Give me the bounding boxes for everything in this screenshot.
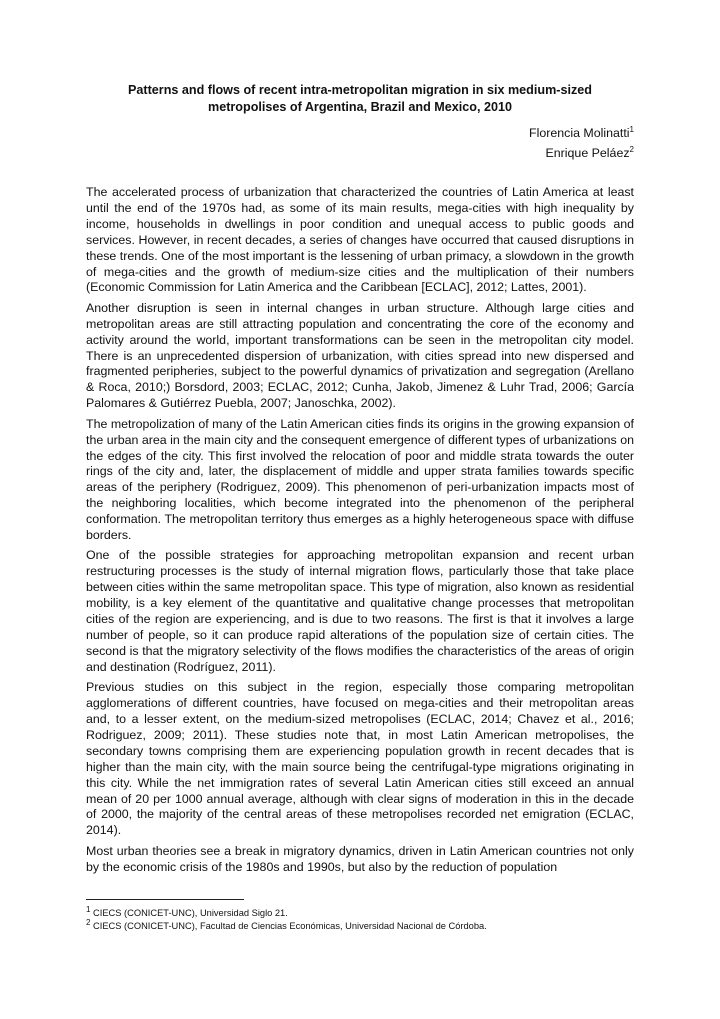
footnote-marker[interactable]: 1 [629, 124, 634, 134]
author-2 [86, 143, 634, 163]
footnote-2 [86, 917, 634, 933]
footnotes [86, 904, 634, 933]
footnote-number: 2 [86, 917, 91, 927]
author-1 [86, 123, 634, 143]
footnote-marker[interactable]: 2 [629, 144, 634, 154]
paragraph: The metropolization of many of the Latin American cities finds its origins in the growing expansion of the urban area in the main city and the consequent emergence of different types of urbanizations on the edges of the city. This first involved the relocation of poor and middle strata towards the outer rings of the city and, later, the displacement of middle and upper strata families towards specific areas of the periphery (Rodriguez, 2009). This phenomenon of peri-urbanization impacts most of the neighboring localities, which become integrated into the phenomenon of the peripheral conformation. The metropolitan territory thus emerges as a highly heterogeneous space with diffuse borders. [86, 416, 634, 543]
author-name: Enrique Peláez [545, 146, 630, 160]
body-text [86, 185, 634, 876]
paragraph: Previous studies on this subject in the region, especially those comparing metropolitan agglomerations of different countries, have focused on mega-cities and their metropolitan areas and, to a lesser extent, on the medium-sized metropolises (ECLAC, 2014; Chavez et al., 2016; Rodriguez, 2009; 2011). These studies note that, in most Latin American metropolises, the secondary towns comprising them are experiencing population growth in recent decades that is higher than the main city, with the main source being the centrifugal-type migrations originating in this city. While the net immigration rates of several Latin American cities still exceed an annual mean of 20 per 1000 annual average, although with clear signs of moderation in this in the decade of 2000, the majority of the central areas of these metropolises recorded net emigration (ECLAC, 2014). [86, 680, 634, 838]
footnote-text: CIECS (CONICET-UNC), Facultad de Ciencias Económicas, Universidad Nacional de Córdoba. [93, 921, 487, 931]
paragraph: Another disruption is seen in internal changes in urban structure. Although large cities and metropolitan areas are still attracting population and concentrating the core of the economy and activity around the world, important transformations can be seen in the metropolitan city model. There is an unprecedented dispersion of urbanization, with cities spread into new dispersed and fragmented peripheries, subject to the powerful dynamics of privatization and segregation (Arellano & Roca, 2010;) Borsdord, 2003; ECLAC, 2012; Cunha, Jakob, Jimenez & Luhr Trad, 2006; García Palomares & Gutiérrez Puebla, 2007; Janoschka, 2002). [86, 300, 634, 411]
page-body [86, 82, 634, 880]
footnote-1 [86, 904, 634, 920]
author-list [86, 123, 634, 163]
paper-title [86, 82, 634, 116]
paragraph: One of the possible strategies for approaching metropolitan expansion and recent urban restructuring processes is the study of internal migration flows, particularly those that take place between cities within the same metropolitan space. This type of migration, also known as residential mobility, is a key element of the quantitative and qualitative change processes that metropolitan cities of the region are experiencing, and is due to two reasons. The first is that it involves a large number of people, so it can produce rapid alterations of the population size of certain cities. The second is that the migratory selectivity of the flows modifies the characteristics of the areas of origin and destination (Rodríguez, 2011). [86, 548, 634, 674]
footnote-number: 1 [86, 904, 91, 914]
paragraph: The accelerated process of urbanization that characterized the countries of Latin America at least until the end of the 1970s had, as some of its main results, mega-cities with high inequality by income, households in dwellings in poor condition and unequal access to public goods and services. However, in recent decades, a series of changes have occurred that caused disruptions in these trends. One of the most important is the lessening of urban primacy, a slowdown in the growth of mega-cities and the growth of medium-size cities and the multiplication of their numbers (Economic Commission for Latin America and the Caribbean [ECLAC], 2012; Lattes, 2001). [86, 185, 634, 295]
footnote-divider [86, 899, 244, 900]
paragraph: Most urban theories see a break in migratory dynamics, driven in Latin American countries not only by the economic crisis of the 1980s and 1990s, but also by the reduction of population [86, 843, 634, 874]
title-line-2: metropolises of Argentina, Brazil and Mexico, 2010 [208, 100, 512, 114]
author-name: Florencia Molinatti [529, 126, 630, 140]
title-line-1: Patterns and flows of recent intra-metropolitan migration in six medium-sized [128, 83, 592, 97]
footnote-text: CIECS (CONICET-UNC), Universidad Siglo 21. [93, 908, 288, 918]
